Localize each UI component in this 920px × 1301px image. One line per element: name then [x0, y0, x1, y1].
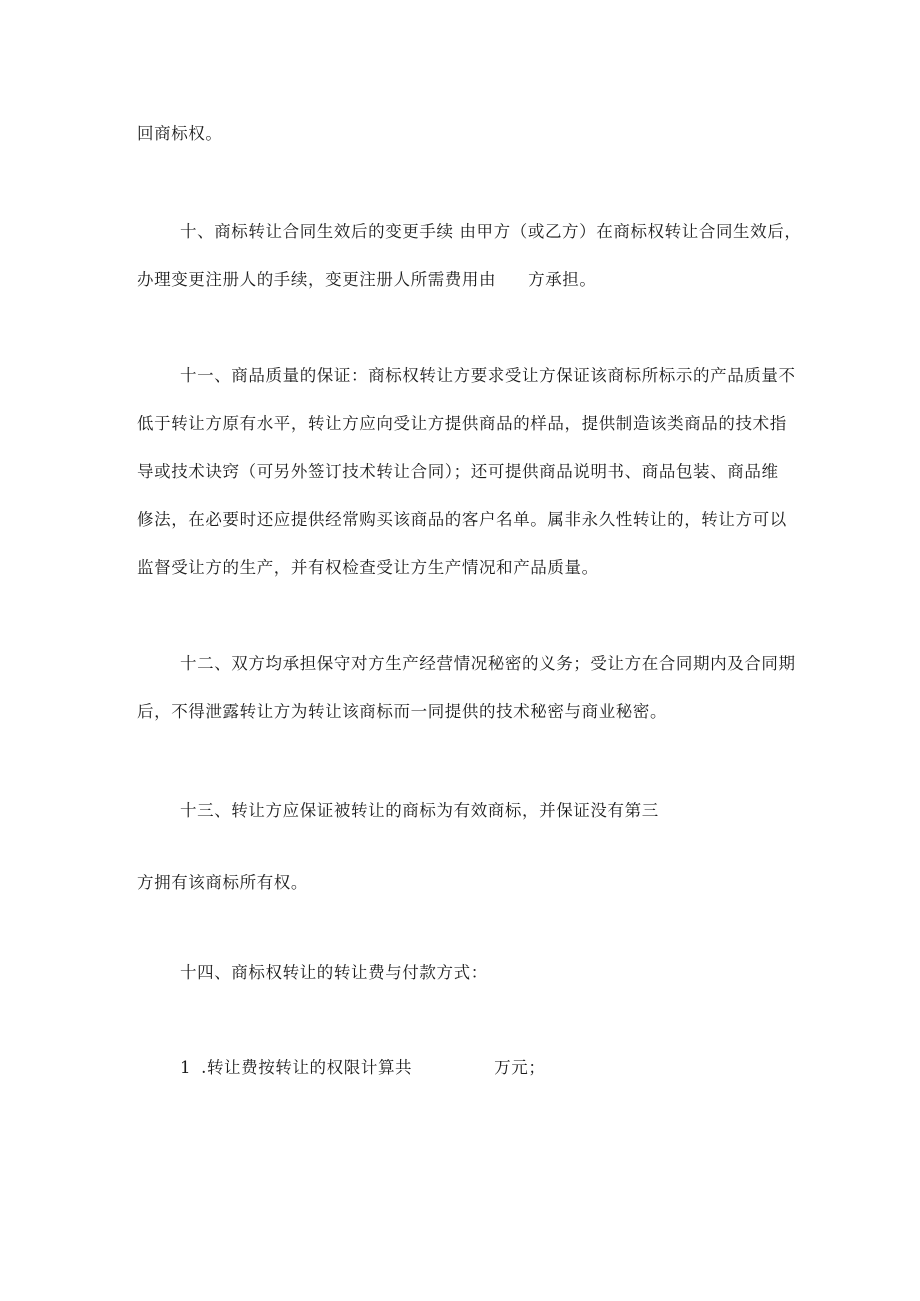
section-13-line-2: 方拥有该商标所有权。 [137, 873, 308, 892]
section-11-line-1: 十一、商品质量的保证：商标权转让方要求受让方保证该商标所标示的产品质量不 [180, 366, 796, 385]
section-10-line-2-text-a: 办理变更注册人的手续，变更注册人所需费用由 [137, 270, 497, 289]
section-11-line-5: 监督受让方的生产，并有权检查受让方生产情况和产品质量。 [137, 558, 599, 577]
item-number: 1 [180, 1058, 192, 1077]
section-10-line-2 [137, 270, 597, 290]
section-11-line-4: 修法，在必要时还应提供经常购买该商品的客户名单。属非永久性转让的，转让方可以 [137, 510, 787, 529]
item-text-b: 万元； [494, 1058, 546, 1077]
paragraph-line: 回商标权。 [137, 124, 223, 143]
section-13-line-1: 十三、转让方应保证被转让的商标为有效商标，并保证没有第三 [180, 801, 659, 820]
section-12-line-1: 十二、双方均承担保守对方生产经营情况秘密的义务；受让方在合同期内及合同期 [180, 654, 796, 673]
item-text-a: .转让费按转让的权限计算共 [201, 1058, 413, 1077]
section-11-line-2: 低于转让方原有水平，转让方应向受让方提供商品的样品，提供制造该类商品的技术指 [137, 414, 787, 433]
section-11-line-3: 导或技术诀窍（可另外签订技术转让合同）；还可提供商品说明书、商品包装、商品维 [137, 462, 779, 481]
section-14-line-1: 十四、商标权转让的转让费与付款方式： [180, 963, 488, 982]
payment-item-1 [180, 1058, 545, 1078]
section-10-line-2-text-b: 方承担。 [528, 270, 597, 289]
section-12-line-2: 后，不得泄露转让方为转让该商标而一同提供的技术秘密与商业秘密。 [137, 702, 668, 721]
section-10-line-1: 十、商标转让合同生效后的变更手续 由甲方（或乙方）在商标权转让合同生效后， [180, 222, 802, 241]
